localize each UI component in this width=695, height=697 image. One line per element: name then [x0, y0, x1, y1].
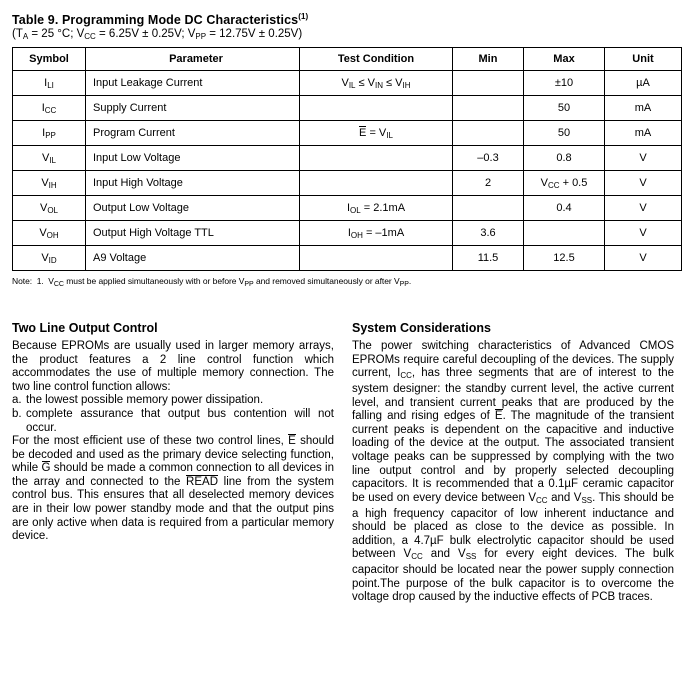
table-row	[13, 146, 682, 171]
cell-max	[524, 221, 605, 246]
cell-symbol: $V_{IH}$	[13, 171, 86, 196]
cell-unit: µA	[605, 71, 682, 96]
cell-parameter: Program Current	[86, 121, 300, 146]
cell-symbol: $V_{ID}$	[13, 246, 86, 271]
cell-test-condition: $I_{OL} = 2.1mA$	[300, 196, 453, 221]
cell-symbol: $I_{PP}$	[13, 121, 86, 146]
cell-max: 50	[524, 121, 605, 146]
table-header-row	[13, 48, 682, 71]
cell-test-condition: $I_{OH} = -1mA$	[300, 221, 453, 246]
cell-parameter: Supply Current	[86, 96, 300, 121]
cell-min	[453, 196, 524, 221]
cell-unit: mA	[605, 121, 682, 146]
right-column	[352, 322, 674, 605]
footnote-marker: (1)	[298, 12, 309, 21]
cell-test-condition: $V_{IL} \le V_{IN} \le V_{IH}$	[300, 71, 453, 96]
right-column-paragraph-1: The power switching characteristics of Advanced CMOS EPROMs require careful decoupling of the devices. The supply current, $I_{CC}$, has three segments that are of interest to the system designer: the standby current level, the active current level, and transient current peaks that are produced by the falling and rising edges of E. The magnitude of the transient current peaks is dependent on the capacitive and inductive loading of the device at the output. The associated transient voltage peaks can be suppressed by complying with the two line output control and by properly selected decoupling capacitors. It is recommended that a 0.1µF ceramic capacitor be used on every device between $V_{CC}$ and $V_{SS}$. This should be a high frequency capacitor of low inherent inductance and should be placed as close to the device as possible. In addition, a 4.7µF bulk electrolytic capacitor should be used between $V_{CC}$ and $V_{SS}$ for every eight devices. The bulk capacitor should be located near the power supply connection point.The purpose of the bulk capacitor is to overcome the voltage drop caused by the inductive effects of PCB traces.	[352, 339, 675, 604]
table-row	[13, 196, 682, 221]
cell-max: 50	[524, 96, 605, 121]
body-columns	[12, 322, 674, 605]
cell-max: 12.5	[524, 246, 605, 271]
left-column-paragraph-1: Because EPROMs are usually used in larger memory arrays, the product features a 2 line control function which accommodates the use of multiple memory connection. The two line control function allows:	[12, 339, 334, 393]
cell-test-condition	[300, 171, 453, 196]
cell-symbol: $I_{LI}$	[13, 71, 86, 96]
table-row	[13, 171, 682, 196]
table-row	[13, 121, 682, 146]
cell-test-condition	[300, 96, 453, 121]
list-item	[12, 394, 334, 408]
cell-symbol: $V_{IL}$	[13, 146, 86, 171]
column-header-test-condition: Test Condition	[300, 48, 453, 71]
column-header-max: Max	[524, 48, 605, 71]
list-item	[12, 408, 334, 435]
table-row	[13, 96, 682, 121]
left-column-heading: Two Line Output Control	[12, 321, 158, 336]
cell-max: $V_{CC} + 0.5$	[524, 171, 605, 196]
cell-min	[453, 71, 524, 96]
list-item-label: the lowest possible memory power dissipation.	[26, 394, 264, 407]
cell-parameter: Output Low Voltage	[86, 196, 300, 221]
cell-parameter: Output High Voltage TTL	[86, 221, 300, 246]
cell-test-condition	[300, 146, 453, 171]
left-column	[12, 322, 334, 605]
table-row	[13, 246, 682, 271]
cell-parameter: A9 Voltage	[86, 246, 300, 271]
table-row	[13, 221, 682, 246]
cell-min: 11.5	[453, 246, 524, 271]
list-item-marker: b.	[12, 407, 22, 420]
cell-unit: V	[605, 171, 682, 196]
cell-unit: mA	[605, 96, 682, 121]
page-title	[12, 12, 683, 27]
cell-symbol: $I_{CC}$	[13, 96, 86, 121]
cell-test-condition: $E = V_{IL}$	[300, 121, 453, 146]
table-footnote: Note: 1. $V_{CC}$ must be applied simultaneously with or before $V_{PP}$ and removed simultaneously or after $V_{PP}$.	[12, 276, 412, 289]
cell-unit: V	[605, 196, 682, 221]
cell-min: 3.6	[453, 221, 524, 246]
list-item-marker: a.	[12, 394, 22, 407]
cell-test-condition	[300, 246, 453, 271]
column-header-symbol: Symbol	[13, 48, 86, 71]
table-conditions: ($T_A = 25$ °C; $V_{CC} = 6.25V \pm 0.25V$; $V_{PP} = 12.75V \pm 0.25V$)	[12, 28, 303, 42]
cell-max: 0.4	[524, 196, 605, 221]
right-column-heading: System Considerations	[352, 321, 491, 336]
table-row	[13, 71, 682, 96]
left-column-paragraph-2: For the most efficient use of these two control lines, E should be decoded and used as the primary device selecting function, while G should be made a common connection to all devices in the array and connected to the READ line from the system control bus. This ensures that all deselected memory devices are in their low power standby mode and that the output pins are only active when data is required from a particular memory device.	[12, 435, 334, 543]
cell-min	[453, 121, 524, 146]
dc-characteristics-table	[12, 47, 682, 271]
cell-unit: V	[605, 221, 682, 246]
column-header-unit: Unit	[605, 48, 682, 71]
cell-symbol: $V_{OL}$	[13, 196, 86, 221]
column-header-min: Min	[453, 48, 524, 71]
cell-parameter: Input High Voltage	[86, 171, 300, 196]
cell-min: 2	[453, 171, 524, 196]
cell-min	[453, 96, 524, 121]
column-header-parameter: Parameter	[86, 48, 300, 71]
cell-symbol: $V_{OH}$	[13, 221, 86, 246]
cell-unit: V	[605, 146, 682, 171]
table-title-text: Table 9. Programming Mode DC Characteristics	[12, 13, 299, 28]
list-item-label: complete assurance that output bus contention will not occur.	[26, 407, 334, 434]
cell-parameter: Input Leakage Current	[86, 71, 300, 96]
cell-parameter: Input Low Voltage	[86, 146, 300, 171]
cell-max: ±10	[524, 71, 605, 96]
cell-min: –0.3	[453, 146, 524, 171]
cell-unit: V	[605, 246, 682, 271]
cell-max: 0.8	[524, 146, 605, 171]
